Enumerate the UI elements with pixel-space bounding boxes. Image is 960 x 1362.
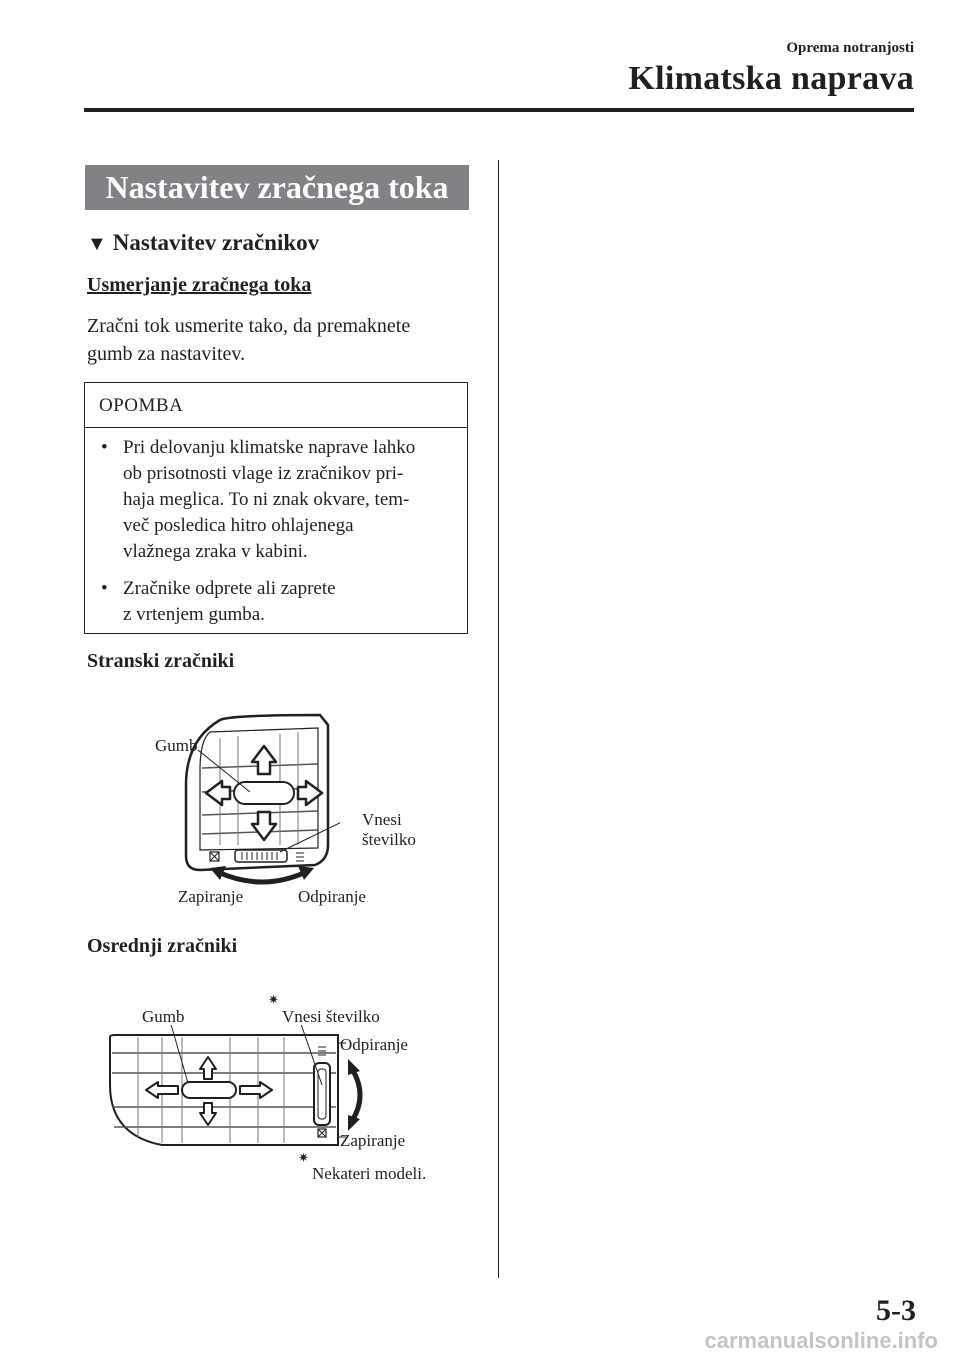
- asterisk-icon: ✷: [298, 1150, 309, 1165]
- bullet-icon: •: [101, 578, 108, 599]
- subsection-heading: [87, 230, 319, 256]
- usmerjanje-heading: Usmerjanje zračnega toka: [87, 274, 312, 296]
- side-gumb-label: Gumb: [155, 736, 198, 755]
- page-number: 5-3: [876, 1294, 916, 1327]
- intro-line: Zračni tok usmerite tako, da premaknete: [87, 315, 411, 337]
- footnote-label: Nekateri modeli.: [312, 1164, 427, 1183]
- note-line: z vrtenjem gumba.: [123, 604, 265, 625]
- note-title: OPOMBA: [99, 395, 184, 416]
- note-line: Zračnike odprete ali zaprete: [123, 578, 336, 599]
- side-open-label: Odpiranje: [298, 887, 366, 906]
- note-list: [99, 435, 459, 639]
- column-divider: [498, 160, 499, 1278]
- center-vent-illustration: [100, 1025, 380, 1155]
- asterisk-icon: ✷: [268, 992, 279, 1007]
- note-item: [99, 576, 459, 628]
- section-label: Oprema notranjosti: [786, 40, 914, 56]
- note-box: [84, 382, 468, 634]
- watermark: carmanualsonline.info: [704, 1328, 938, 1353]
- center-close-label: Zapiranje: [340, 1131, 406, 1150]
- side-vent-illustration: [180, 700, 340, 890]
- section-banner: Nastavitev zračnega toka: [85, 165, 469, 210]
- side-close-label: Zapiranje: [178, 887, 244, 906]
- center-gumb-label: Gumb: [142, 1007, 185, 1026]
- note-line: več posledica hitro ohlajenega: [123, 515, 354, 536]
- center-wheel-label: Vnesi številko: [282, 1007, 380, 1026]
- intro-line: gumb za nastavitev.: [87, 343, 246, 365]
- note-line: vlažnega zraka v kabini.: [123, 541, 308, 562]
- note-line: ob prisotnosti vlage iz zračnikov pri-: [123, 463, 404, 484]
- header-rule: [84, 108, 914, 112]
- subsection-title: Nastavitev zračnikov: [112, 230, 320, 255]
- center-vents-heading: Osrednji zračniki: [87, 935, 238, 957]
- note-item: [99, 435, 459, 565]
- note-title-row: [85, 383, 467, 428]
- note-line: haja meglica. To ni znak okvare, tem-: [123, 489, 410, 510]
- side-vents-heading: Stranski zračniki: [87, 650, 235, 672]
- chapter-title: Klimatska naprava: [628, 60, 914, 97]
- side-wheel-label-line2: številko: [362, 830, 416, 849]
- note-line: Pri delovanju klimatske naprave lahko: [123, 437, 416, 458]
- center-open-label: Odpiranje: [340, 1035, 408, 1054]
- intro-text: [87, 312, 477, 368]
- bullet-icon: •: [101, 437, 108, 458]
- side-wheel-label-line1: Vnesi: [362, 810, 402, 829]
- triangle-down-icon: ▼: [87, 233, 107, 255]
